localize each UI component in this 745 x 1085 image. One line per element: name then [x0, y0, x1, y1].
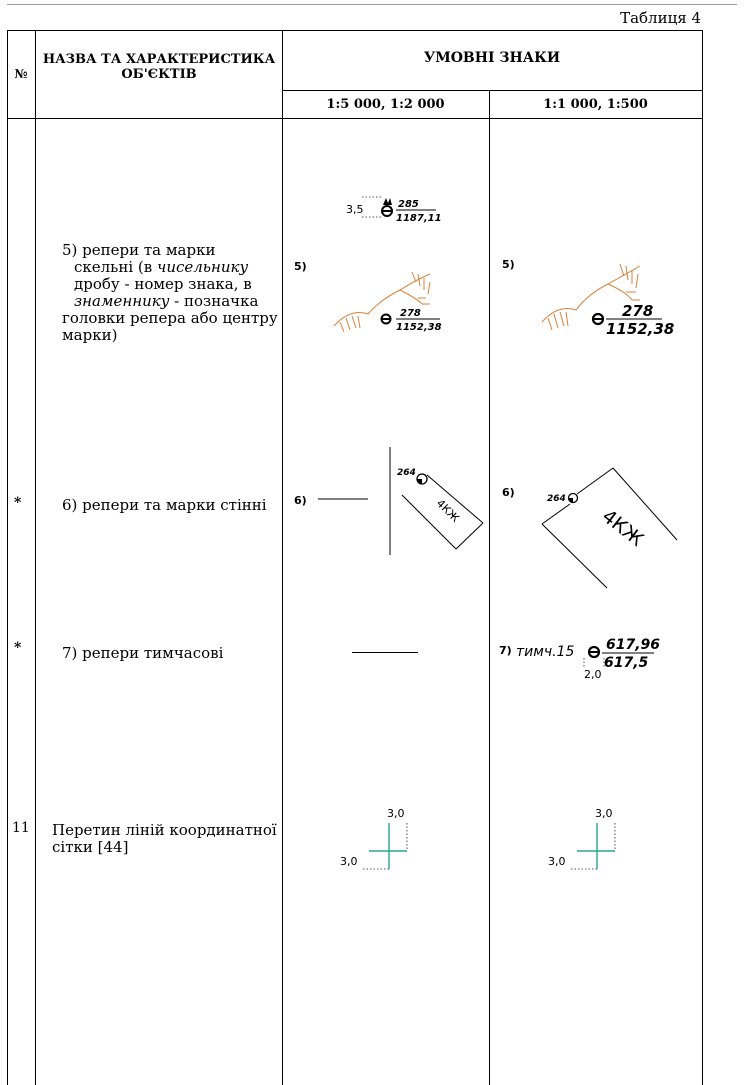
- row5-num-b: 278: [622, 302, 654, 320]
- row11-dim-top-a: 3,0: [387, 807, 405, 820]
- row7-prefix-b: тимч.15: [516, 644, 575, 660]
- row11-grid-cross-b: [543, 803, 633, 875]
- col-no-divider: [35, 30, 36, 1085]
- row5-name: 5) репери та марки скельні (в чисельнику дробу - номер знака, в знаменнику - позначка головки репера або центру марки): [62, 241, 278, 344]
- header-scale-b: 1:1 000, 1:500: [543, 97, 648, 112]
- row5-den-b: 1152,38: [606, 320, 675, 338]
- row6-label-a: 6): [294, 494, 307, 507]
- row11-dim-left-a: 3,0: [340, 855, 358, 868]
- header-mid-line: [282, 90, 702, 91]
- row11-name: Перетин ліній координатної сітки [44]: [52, 821, 277, 856]
- col-scale-divider: [489, 90, 490, 1085]
- row6-wall-symbol-a: [315, 445, 490, 560]
- rock-icon: [383, 198, 392, 205]
- row11-dim-left-b: 3,0: [548, 855, 566, 868]
- row7-num-b: 617,96: [606, 637, 661, 653]
- row11-dim-top-b: 3,0: [595, 807, 613, 820]
- row5-dim-a: 3,5: [346, 203, 364, 216]
- header-no: №: [14, 67, 28, 81]
- row5-den-top: 1187,11: [396, 213, 442, 224]
- row7-symbol-b: [496, 632, 696, 682]
- row5-label-a: 5): [294, 260, 307, 273]
- row6-name: 6) репери та марки стінні: [62, 496, 267, 514]
- row5-rock-symbol-b: [540, 262, 680, 342]
- header-scale-a: 1:5 000, 1:2 000: [326, 97, 445, 112]
- table-top-line: [7, 30, 702, 31]
- row5-label-b: 5): [502, 258, 515, 271]
- header-name: НАЗВА ТА ХАРАКТЕРИСТИКА ОБ'ЄКТІВ: [42, 52, 276, 82]
- row6-num-a: 264: [397, 468, 416, 478]
- row7-dash-a: [352, 652, 418, 653]
- page-top-border: [7, 4, 737, 5]
- row5-num-a: 278: [400, 308, 421, 319]
- row6-num-b: 264: [547, 494, 566, 504]
- table-right-border: [702, 30, 703, 1085]
- row7-name: 7) репери тимчасові: [62, 644, 224, 662]
- table-label: Таблиця 4: [620, 9, 701, 27]
- row7-den-b: 617,5: [604, 655, 649, 671]
- row11-grid-cross-a: [335, 803, 425, 875]
- row6-text-a: 4КЖ: [433, 496, 462, 525]
- header-signs: УМОВНІ ЗНАКИ: [423, 50, 561, 66]
- row5-den-a: 1152,38: [396, 322, 442, 333]
- row5-num-top: 285: [398, 199, 419, 210]
- row5-small-symbol: [340, 190, 450, 230]
- row6-wall-symbol-b: [540, 460, 690, 600]
- row6-text-b: 4КЖ: [597, 505, 648, 551]
- header-bottom-line: [7, 118, 702, 119]
- table-left-border: [7, 30, 8, 1085]
- row5-rock-symbol-a: [330, 268, 460, 338]
- row11-marker: 11: [12, 820, 30, 836]
- row7-label-b: 7): [499, 644, 512, 657]
- row6-label-b: 6): [502, 486, 515, 499]
- col-name-divider: [282, 30, 283, 1085]
- row7-marker: *: [14, 640, 22, 656]
- row6-marker: *: [14, 495, 22, 511]
- row7-dim-b: 2,0: [584, 668, 602, 681]
